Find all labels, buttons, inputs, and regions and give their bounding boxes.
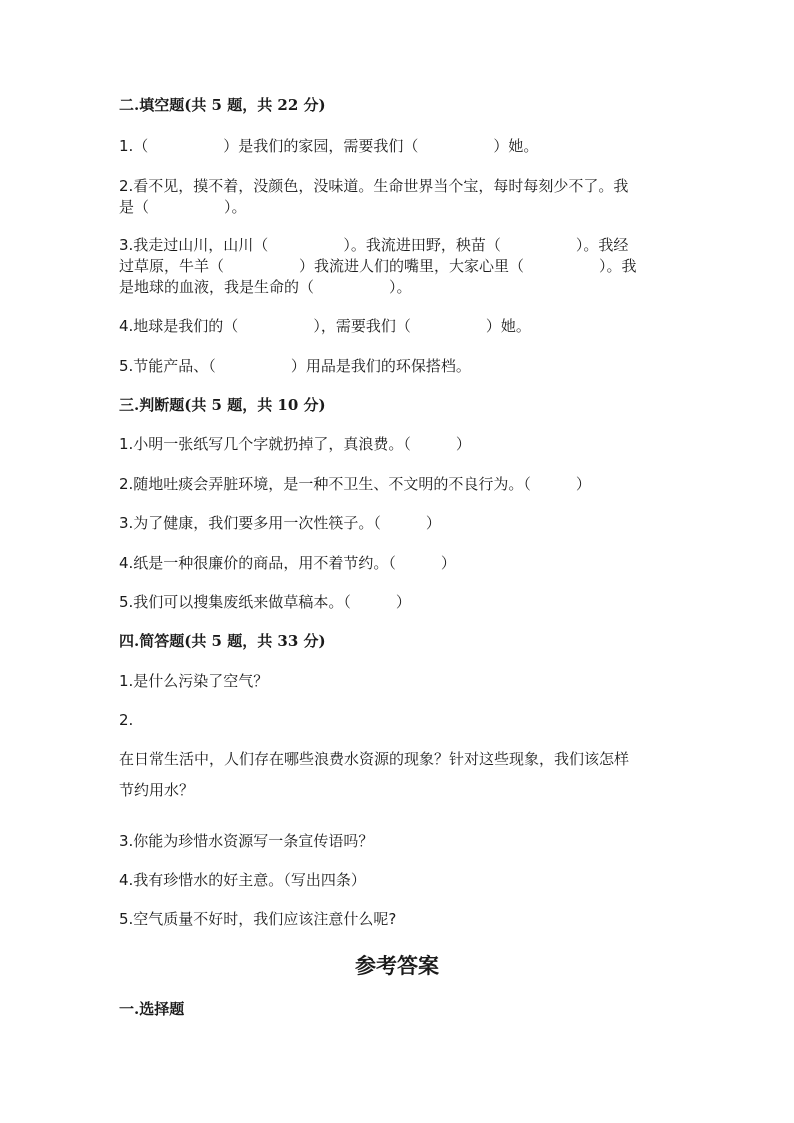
fill-q5: 5.节能产品、（ ）用品是我们的环保搭档。: [119, 357, 471, 375]
fill-q4: 4.地球是我们的（ ），需要我们（ ）她。: [119, 317, 531, 335]
short-q3: 3.你能为珍惜水资源写一条宣传语吗？: [119, 832, 374, 850]
short-q4: 4.我有珍惜水的好主意。（写出四条）: [119, 871, 366, 889]
judge-q4: 4.纸是一种很廉价的商品，用不着节约。（ ）: [119, 554, 456, 572]
fill-q2-line2: 是（ ）。: [119, 198, 247, 216]
fill-heading: 二.填空题(共 5 题，共 22 分): [119, 96, 326, 114]
short-q1: 1.是什么污染了空气？: [119, 672, 269, 690]
fill-q3-line3: 是地球的血液，我是生命的（ ）。: [119, 278, 412, 296]
fill-q1: 1.（ ）是我们的家园，需要我们（ ）她。: [119, 137, 539, 155]
answers-title: 参考答案: [355, 953, 439, 978]
fill-q3-line1: 3.我走过山川，山川（ ）。我流进田野，秧苗（ ）。我经: [119, 236, 629, 254]
judge-q2: 2.随地吐痰会弄脏环境，是一种不卫生、不文明的不良行为。（ ）: [119, 475, 591, 493]
judge-q5: 5.我们可以搜集废纸来做草稿本。（ ）: [119, 593, 411, 611]
judge-q3: 3.为了健康，我们要多用一次性筷子。（ ）: [119, 514, 441, 532]
short-q5: 5.空气质量不好时，我们应该注意什么呢?: [119, 910, 397, 928]
fill-q2-line1: 2.看不见，摸不着，没颜色，没味道。生命世界当个宝，每时每刻少不了。我: [119, 177, 629, 195]
answers-section-heading: 一.选择题: [119, 1000, 185, 1018]
short-q2-line1: 在日常生活中，人们存在哪些浪费水资源的现象？针对这些现象，我们该怎样: [119, 750, 630, 768]
short-q2-line2: 节约用水？: [119, 781, 195, 799]
judge-heading: 三.判断题(共 5 题，共 10 分): [119, 396, 326, 414]
short-heading: 四.简答题(共 5 题，共 33 分): [119, 632, 326, 650]
judge-q1: 1.小明一张纸写几个字就扔掉了，真浪费。（ ）: [119, 435, 471, 453]
fill-q3-line2: 过草原，牛羊（ ）我流进人们的嘴里，大家心里（ ）。我: [119, 257, 637, 275]
short-q2-number: 2.: [119, 711, 134, 729]
